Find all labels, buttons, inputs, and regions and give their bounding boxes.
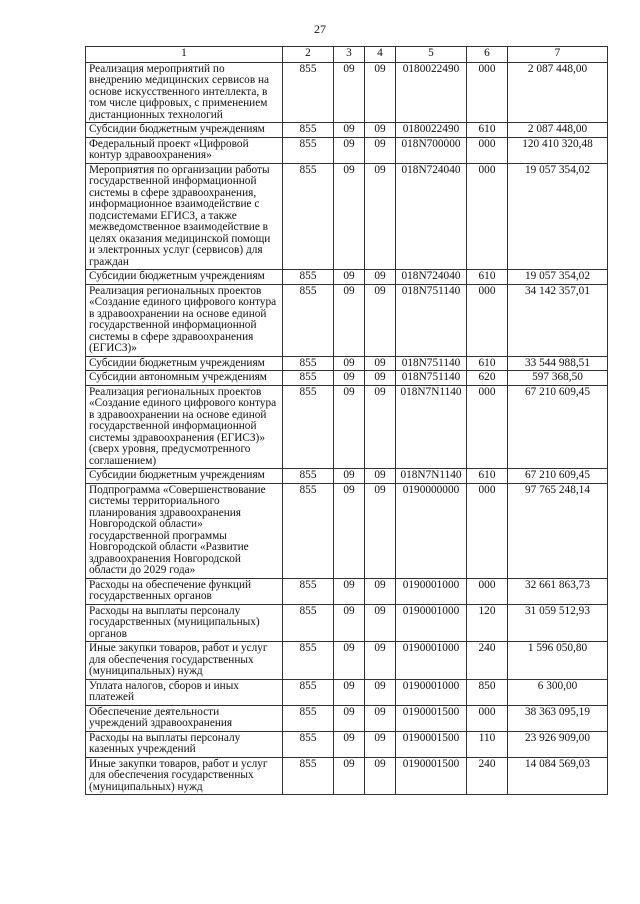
row-section-code: 09 bbox=[334, 62, 365, 123]
row-expense-type: 850 bbox=[467, 679, 508, 705]
row-expense-type: 610 bbox=[467, 356, 508, 371]
row-amount: 67 210 609,45 bbox=[508, 385, 608, 469]
row-expense-type: 610 bbox=[467, 123, 508, 138]
row-description: Реализация мероприятий по внедрению медицинских сервисов на основе искусственного интеллекта, в том числе цифровых, с применением дистанционных технологий bbox=[86, 62, 283, 123]
row-amount: 19 057 354,02 bbox=[508, 163, 608, 270]
row-description: Мероприятия по организации работы государственной информационной системы в сфере здравоохранения, информационное взаимодействие с подсистемами ЕГИСЗ, а также межведомственное взаимодействие в целях оказания медицинской помощи и электронных услуг (сервисов) для граждан bbox=[86, 163, 283, 270]
row-expense-type: 110 bbox=[467, 731, 508, 757]
row-section-code: 09 bbox=[334, 137, 365, 163]
row-target-article: 018N751140 bbox=[396, 284, 467, 356]
row-target-article: 018N751140 bbox=[396, 371, 467, 386]
row-subsection-code: 09 bbox=[365, 284, 396, 356]
row-ministry-code: 855 bbox=[283, 371, 334, 386]
row-target-article: 0190001500 bbox=[396, 731, 467, 757]
table-row bbox=[86, 371, 608, 386]
row-description: Реализация региональных проектов «Создание единого цифрового контура в здравоохранении на основе единой государственной информационной системы в сфере здравоохранения (ЕГИСЗ)» bbox=[86, 284, 283, 356]
row-expense-type: 000 bbox=[467, 483, 508, 578]
row-amount: 67 210 609,45 bbox=[508, 469, 608, 484]
row-expense-type: 240 bbox=[467, 757, 508, 795]
page-number: 27 bbox=[314, 22, 326, 36]
row-description: Расходы на выплаты персоналу казенных учреждений bbox=[86, 731, 283, 757]
row-target-article: 0190000000 bbox=[396, 483, 467, 578]
row-ministry-code: 855 bbox=[283, 356, 334, 371]
row-subsection-code: 09 bbox=[365, 604, 396, 642]
column-header-5: 5 bbox=[396, 47, 467, 63]
row-section-code: 09 bbox=[334, 469, 365, 484]
row-ministry-code: 855 bbox=[283, 385, 334, 469]
row-subsection-code: 09 bbox=[365, 731, 396, 757]
row-description: Субсидии бюджетным учреждениям bbox=[86, 123, 283, 138]
row-section-code: 09 bbox=[334, 483, 365, 578]
row-section-code: 09 bbox=[334, 757, 365, 795]
row-description: Федеральный проект «Цифровой контур здравоохранения» bbox=[86, 137, 283, 163]
row-target-article: 018N7N1140 bbox=[396, 469, 467, 484]
row-section-code: 09 bbox=[334, 604, 365, 642]
row-amount: 97 765 248,14 bbox=[508, 483, 608, 578]
table-row bbox=[86, 483, 608, 578]
row-ministry-code: 855 bbox=[283, 757, 334, 795]
row-target-article: 018N700000 bbox=[396, 137, 467, 163]
row-target-article: 018N724040 bbox=[396, 163, 467, 270]
row-amount: 23 926 909,00 bbox=[508, 731, 608, 757]
table-row bbox=[86, 284, 608, 356]
row-subsection-code: 09 bbox=[365, 757, 396, 795]
table-row bbox=[86, 356, 608, 371]
row-subsection-code: 09 bbox=[365, 163, 396, 270]
row-amount: 32 661 863,73 bbox=[508, 578, 608, 604]
row-section-code: 09 bbox=[334, 679, 365, 705]
row-subsection-code: 09 bbox=[365, 483, 396, 578]
row-ministry-code: 855 bbox=[283, 270, 334, 285]
row-amount: 14 084 569,03 bbox=[508, 757, 608, 795]
table-row bbox=[86, 731, 608, 757]
row-section-code: 09 bbox=[334, 270, 365, 285]
row-subsection-code: 09 bbox=[365, 705, 396, 731]
row-subsection-code: 09 bbox=[365, 385, 396, 469]
row-expense-type: 240 bbox=[467, 642, 508, 680]
row-description: Субсидии бюджетным учреждениям bbox=[86, 469, 283, 484]
table-row bbox=[86, 604, 608, 642]
row-section-code: 09 bbox=[334, 642, 365, 680]
row-section-code: 09 bbox=[334, 731, 365, 757]
row-target-article: 0190001000 bbox=[396, 578, 467, 604]
row-ministry-code: 855 bbox=[283, 163, 334, 270]
row-section-code: 09 bbox=[334, 123, 365, 138]
row-target-article: 0180022490 bbox=[396, 62, 467, 123]
row-expense-type: 000 bbox=[467, 578, 508, 604]
row-amount: 33 544 988,51 bbox=[508, 356, 608, 371]
row-amount: 597 368,50 bbox=[508, 371, 608, 386]
row-section-code: 09 bbox=[334, 385, 365, 469]
row-subsection-code: 09 bbox=[365, 356, 396, 371]
column-header-3: 3 bbox=[334, 47, 365, 63]
row-ministry-code: 855 bbox=[283, 123, 334, 138]
row-description: Субсидии автономным учреждениям bbox=[86, 371, 283, 386]
row-expense-type: 000 bbox=[467, 284, 508, 356]
row-section-code: 09 bbox=[334, 705, 365, 731]
row-ministry-code: 855 bbox=[283, 642, 334, 680]
row-amount: 6 300,00 bbox=[508, 679, 608, 705]
row-amount: 34 142 357,01 bbox=[508, 284, 608, 356]
row-description: Подпрограмма «Совершенствование системы территориального планирования здравоохранения Новгородской области» государственной программы Новгородской области «Развитие здравоохранения Новгородской области до 2029 года» bbox=[86, 483, 283, 578]
column-header-1: 1 bbox=[86, 47, 283, 63]
row-description: Субсидии бюджетным учреждениям bbox=[86, 270, 283, 285]
column-header-2: 2 bbox=[283, 47, 334, 63]
row-amount: 2 087 448,00 bbox=[508, 62, 608, 123]
budget-table bbox=[85, 46, 608, 795]
row-expense-type: 000 bbox=[467, 137, 508, 163]
row-subsection-code: 09 bbox=[365, 578, 396, 604]
table-row bbox=[86, 385, 608, 469]
row-subsection-code: 09 bbox=[365, 137, 396, 163]
row-amount: 2 087 448,00 bbox=[508, 123, 608, 138]
table-body bbox=[86, 62, 608, 795]
row-expense-type: 000 bbox=[467, 705, 508, 731]
row-ministry-code: 855 bbox=[283, 469, 334, 484]
row-description: Расходы на выплаты персоналу государственных (муниципальных) органов bbox=[86, 604, 283, 642]
row-ministry-code: 855 bbox=[283, 731, 334, 757]
row-ministry-code: 855 bbox=[283, 578, 334, 604]
row-description: Реализация региональных проектов «Создание единого цифрового контура в здравоохранении на основе единой государственной информационной системы здравоохранения (ЕГИСЗ)» (сверх уровня, предусмотренного соглашением) bbox=[86, 385, 283, 469]
table-row bbox=[86, 679, 608, 705]
row-ministry-code: 855 bbox=[283, 137, 334, 163]
row-section-code: 09 bbox=[334, 163, 365, 270]
row-amount: 120 410 320,48 bbox=[508, 137, 608, 163]
row-target-article: 0190001000 bbox=[396, 679, 467, 705]
row-description: Расходы на обеспечение функций государственных органов bbox=[86, 578, 283, 604]
row-amount: 31 059 512,93 bbox=[508, 604, 608, 642]
row-subsection-code: 09 bbox=[365, 371, 396, 386]
row-target-article: 018N751140 bbox=[396, 356, 467, 371]
table-row bbox=[86, 578, 608, 604]
row-subsection-code: 09 bbox=[365, 62, 396, 123]
row-target-article: 0190001500 bbox=[396, 757, 467, 795]
row-description: Уплата налогов, сборов и иных платежей bbox=[86, 679, 283, 705]
row-subsection-code: 09 bbox=[365, 469, 396, 484]
row-amount: 38 363 095,19 bbox=[508, 705, 608, 731]
row-amount: 1 596 050,80 bbox=[508, 642, 608, 680]
row-amount: 19 057 354,02 bbox=[508, 270, 608, 285]
table-row bbox=[86, 757, 608, 795]
row-expense-type: 610 bbox=[467, 270, 508, 285]
row-subsection-code: 09 bbox=[365, 679, 396, 705]
table-header bbox=[86, 47, 608, 63]
table-row bbox=[86, 137, 608, 163]
row-expense-type: 620 bbox=[467, 371, 508, 386]
row-ministry-code: 855 bbox=[283, 483, 334, 578]
table-row bbox=[86, 123, 608, 138]
row-subsection-code: 09 bbox=[365, 123, 396, 138]
column-header-4: 4 bbox=[365, 47, 396, 63]
column-header-7: 7 bbox=[508, 47, 608, 63]
column-header-6: 6 bbox=[467, 47, 508, 63]
row-target-article: 0180022490 bbox=[396, 123, 467, 138]
row-description: Иные закупки товаров, работ и услуг для обеспечения государственных (муниципальных) нужд bbox=[86, 642, 283, 680]
row-section-code: 09 bbox=[334, 284, 365, 356]
row-subsection-code: 09 bbox=[365, 642, 396, 680]
row-description: Обеспечение деятельности учреждений здравоохранения bbox=[86, 705, 283, 731]
row-section-code: 09 bbox=[334, 578, 365, 604]
table-row bbox=[86, 642, 608, 680]
row-ministry-code: 855 bbox=[283, 604, 334, 642]
row-description: Иные закупки товаров, работ и услуг для обеспечения государственных (муниципальных) нужд bbox=[86, 757, 283, 795]
row-target-article: 018N724040 bbox=[396, 270, 467, 285]
row-ministry-code: 855 bbox=[283, 284, 334, 356]
row-ministry-code: 855 bbox=[283, 705, 334, 731]
header-row bbox=[86, 47, 608, 63]
row-expense-type: 610 bbox=[467, 469, 508, 484]
table-row bbox=[86, 469, 608, 484]
row-expense-type: 120 bbox=[467, 604, 508, 642]
row-target-article: 0190001500 bbox=[396, 705, 467, 731]
row-target-article: 0190001000 bbox=[396, 642, 467, 680]
row-expense-type: 000 bbox=[467, 62, 508, 123]
row-expense-type: 000 bbox=[467, 163, 508, 270]
table-row bbox=[86, 163, 608, 270]
table-row bbox=[86, 270, 608, 285]
row-section-code: 09 bbox=[334, 371, 365, 386]
row-target-article: 018N7N1140 bbox=[396, 385, 467, 469]
row-description: Субсидии бюджетным учреждениям bbox=[86, 356, 283, 371]
row-ministry-code: 855 bbox=[283, 679, 334, 705]
row-ministry-code: 855 bbox=[283, 62, 334, 123]
row-expense-type: 000 bbox=[467, 385, 508, 469]
table-row bbox=[86, 62, 608, 123]
table-row bbox=[86, 705, 608, 731]
row-subsection-code: 09 bbox=[365, 270, 396, 285]
row-section-code: 09 bbox=[334, 356, 365, 371]
row-target-article: 0190001000 bbox=[396, 604, 467, 642]
